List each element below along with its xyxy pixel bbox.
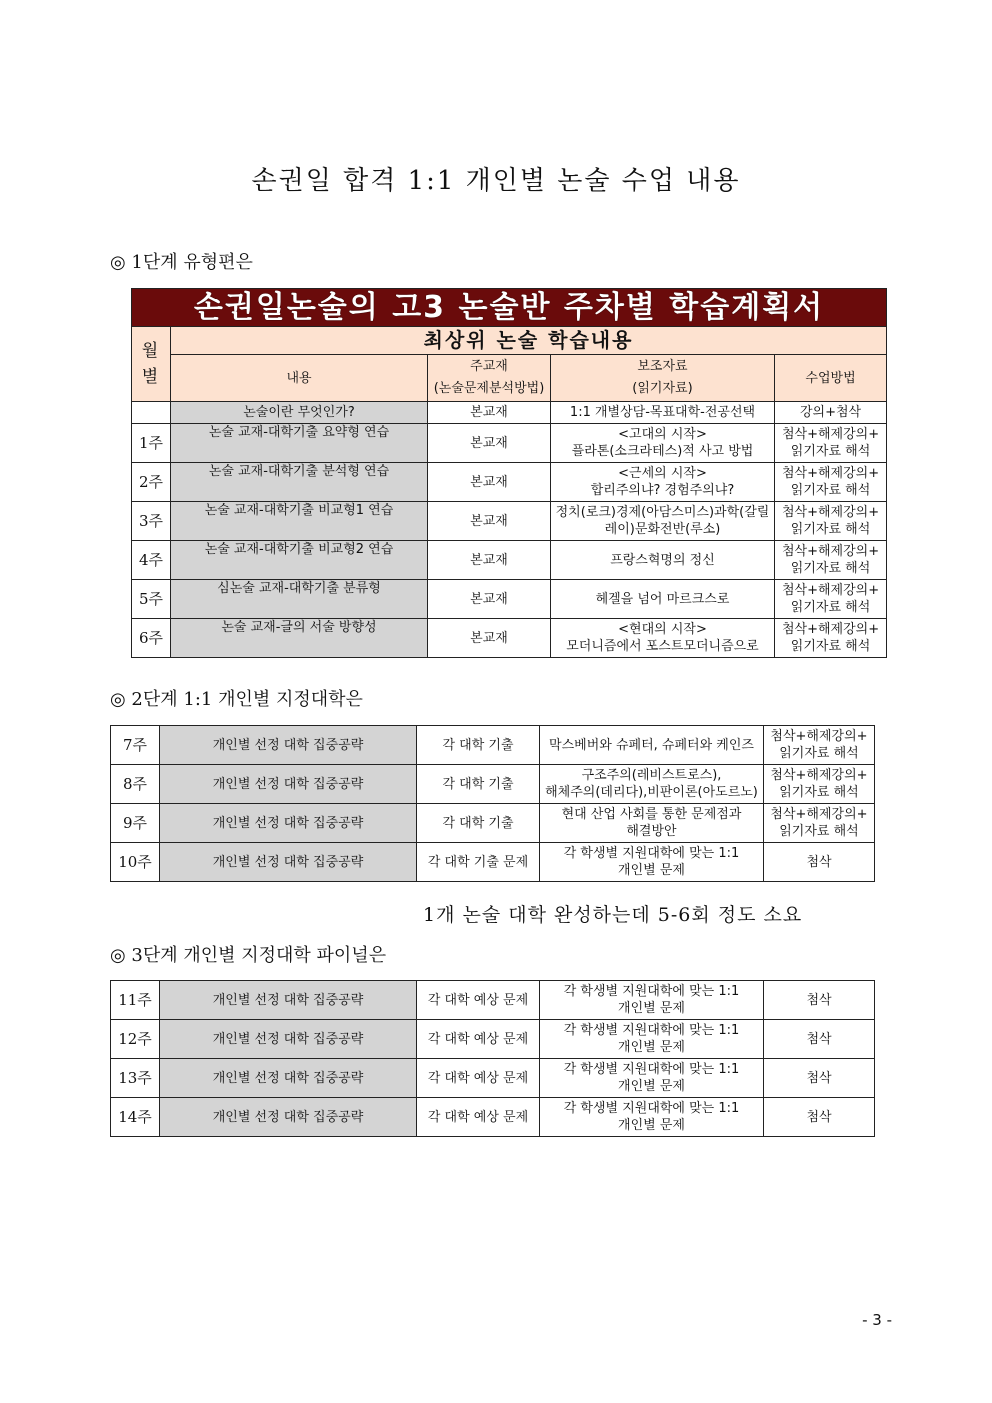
method-cell: 강의+첨삭: [775, 402, 887, 424]
section3-heading: ◎ 3단계 개인별 지정대학 파이널은: [110, 945, 387, 966]
content-header: 내용: [171, 355, 428, 402]
support-cell: 막스베버와 슈페터, 슈페터와 케인즈: [540, 726, 764, 765]
page-number: - 3 -: [862, 1311, 892, 1329]
content-cell: 개인별 선정 대학 집중공략: [160, 843, 417, 882]
method-cell: 첨삭: [764, 981, 875, 1020]
table-row: [132, 424, 887, 463]
method-cell: 첨삭: [764, 843, 875, 882]
content-cell: 개인별 선정 대학 집중공략: [160, 765, 417, 804]
table-row: [111, 1020, 875, 1059]
content-cell: 개인별 선정 대학 집중공략: [160, 1020, 417, 1059]
table-row: [111, 726, 875, 765]
plan-banner: 손권일논술의 고3 논술반 주차별 학습계획서: [132, 289, 887, 327]
main-text-cell: 본교재: [428, 580, 551, 619]
week-cell: 3주: [132, 502, 171, 541]
table-row: [111, 981, 875, 1020]
support-cell: <근세의 시작> 합리주의냐? 경험주의냐?: [551, 463, 775, 502]
support-cell: 현대 산업 사회를 통한 문제점과 해결방안: [540, 804, 764, 843]
section2-table: [110, 725, 875, 882]
table-row: [132, 402, 887, 424]
method-cell: 첨삭+해제강의+ 읽기자료 해석: [764, 765, 875, 804]
support-cell: 각 학생별 지원대학에 맞는 1:1 개인별 문제: [540, 1098, 764, 1137]
table-row: [132, 541, 887, 580]
main-text-cell: 각 대학 예상 문제: [417, 1059, 540, 1098]
main-text-cell: 본교재: [428, 463, 551, 502]
content-cell: 심논술 교재-대학기출 분류형: [171, 580, 428, 619]
method-cell: 첨삭+해제강의+ 읽기자료 해석: [775, 541, 887, 580]
completion-note: 1개 논술 대학 완성하는데 5-6회 정도 소요: [423, 904, 803, 926]
table-row: [132, 580, 887, 619]
week-cell: 7주: [111, 726, 160, 765]
week-cell: 10주: [111, 843, 160, 882]
support-cell: 각 학생별 지원대학에 맞는 1:1 개인별 문제: [540, 843, 764, 882]
week-cell: 9주: [111, 804, 160, 843]
method-cell: 첨삭+해제강의+ 읽기자료 해석: [764, 804, 875, 843]
week-cell: 2주: [132, 463, 171, 502]
support-cell: 1:1 개별상담-목표대학-전공선택: [551, 402, 775, 424]
method-header: 수업방법: [775, 355, 887, 402]
main-text-header: 주교재 (논술문제분석방법): [428, 355, 551, 402]
section2-heading: ◎ 2단계 1:1 개인별 지정대학은: [110, 689, 363, 710]
week-cell: 6주: [132, 619, 171, 658]
main-text-cell: 각 대학 예상 문제: [417, 1020, 540, 1059]
table-row: [111, 843, 875, 882]
support-header: 보조자료 (읽기자료): [551, 355, 775, 402]
method-cell: 첨삭+해제강의+ 읽기자료 해석: [775, 424, 887, 463]
main-text-cell: 각 대학 기출 문제: [417, 843, 540, 882]
section1-heading: ◎ 1단계 유형편은: [110, 252, 253, 273]
week-cell: 11주: [111, 981, 160, 1020]
support-cell: <고대의 시작> 플라톤(소크라테스)적 사고 방법: [551, 424, 775, 463]
main-text-cell: 각 대학 기출: [417, 765, 540, 804]
content-cell: 논술 교재-대학기출 분석형 연습: [171, 463, 428, 502]
method-cell: 첨삭+해제강의+ 읽기자료 해석: [775, 619, 887, 658]
section1-table: [131, 288, 887, 658]
week-cell: 14주: [111, 1098, 160, 1137]
content-cell: 개인별 선정 대학 집중공략: [160, 1098, 417, 1137]
support-cell: 프랑스혁명의 정신: [551, 541, 775, 580]
week-cell: 1주: [132, 424, 171, 463]
week-cell: 5주: [132, 580, 171, 619]
method-cell: 첨삭: [764, 1098, 875, 1137]
support-cell: 구조주의(레비스트로스), 해체주의(데리다),비판이론(아도르노): [540, 765, 764, 804]
table-row: [111, 804, 875, 843]
main-text-cell: 본교재: [428, 619, 551, 658]
content-cell: 논술 교재-대학기출 비교형1 연습: [171, 502, 428, 541]
table-row: [132, 502, 887, 541]
method-cell: 첨삭+해제강의+ 읽기자료 해석: [775, 580, 887, 619]
content-cell: 개인별 선정 대학 집중공략: [160, 981, 417, 1020]
content-cell: 논술이란 무엇인가?: [171, 402, 428, 424]
table-row: [111, 1059, 875, 1098]
content-cell: 개인별 선정 대학 집중공략: [160, 1059, 417, 1098]
support-cell: 헤겔을 넘어 마르크스로: [551, 580, 775, 619]
method-cell: 첨삭: [764, 1059, 875, 1098]
support-cell: 각 학생별 지원대학에 맞는 1:1 개인별 문제: [540, 981, 764, 1020]
plan-subbanner: 최상위 논술 학습내용: [171, 327, 887, 355]
main-text-cell: 각 대학 기출: [417, 726, 540, 765]
support-cell: 각 학생별 지원대학에 맞는 1:1 개인별 문제: [540, 1059, 764, 1098]
week-cell: 8주: [111, 765, 160, 804]
support-cell: <현대의 시작> 모더니즘에서 포스트모더니즘으로: [551, 619, 775, 658]
table-row: [132, 463, 887, 502]
month-header: 월 별: [132, 327, 171, 402]
method-cell: 첨삭+해제강의+ 읽기자료 해석: [764, 726, 875, 765]
week-cell: [132, 402, 171, 424]
table-row: [132, 619, 887, 658]
table-row: [111, 765, 875, 804]
main-text-cell: 본교재: [428, 502, 551, 541]
method-cell: 첨삭+해제강의+ 읽기자료 해석: [775, 502, 887, 541]
content-cell: 논술 교재-대학기출 비교형2 연습: [171, 541, 428, 580]
week-cell: 4주: [132, 541, 171, 580]
section3-table: [110, 980, 875, 1137]
content-cell: 개인별 선정 대학 집중공략: [160, 726, 417, 765]
content-cell: 논술 교재-대학기출 요약형 연습: [171, 424, 428, 463]
content-cell: 개인별 선정 대학 집중공략: [160, 804, 417, 843]
main-text-cell: 본교재: [428, 424, 551, 463]
table-row: [111, 1098, 875, 1137]
main-text-cell: 본교재: [428, 402, 551, 424]
week-cell: 12주: [111, 1020, 160, 1059]
method-cell: 첨삭: [764, 1020, 875, 1059]
content-cell: 논술 교재-글의 서술 방향성: [171, 619, 428, 658]
main-text-cell: 각 대학 예상 문제: [417, 1098, 540, 1137]
main-text-cell: 각 대학 예상 문제: [417, 981, 540, 1020]
main-text-cell: 본교재: [428, 541, 551, 580]
method-cell: 첨삭+해제강의+ 읽기자료 해석: [775, 463, 887, 502]
week-cell: 13주: [111, 1059, 160, 1098]
support-cell: 각 학생별 지원대학에 맞는 1:1 개인별 문제: [540, 1020, 764, 1059]
page-title: 손권일 합격 1:1 개인별 논술 수업 내용: [251, 166, 741, 196]
main-text-cell: 각 대학 기출: [417, 804, 540, 843]
support-cell: 정치(로크)경제(아담스미스)과학(갈릴 레이)문화전반(루소): [551, 502, 775, 541]
